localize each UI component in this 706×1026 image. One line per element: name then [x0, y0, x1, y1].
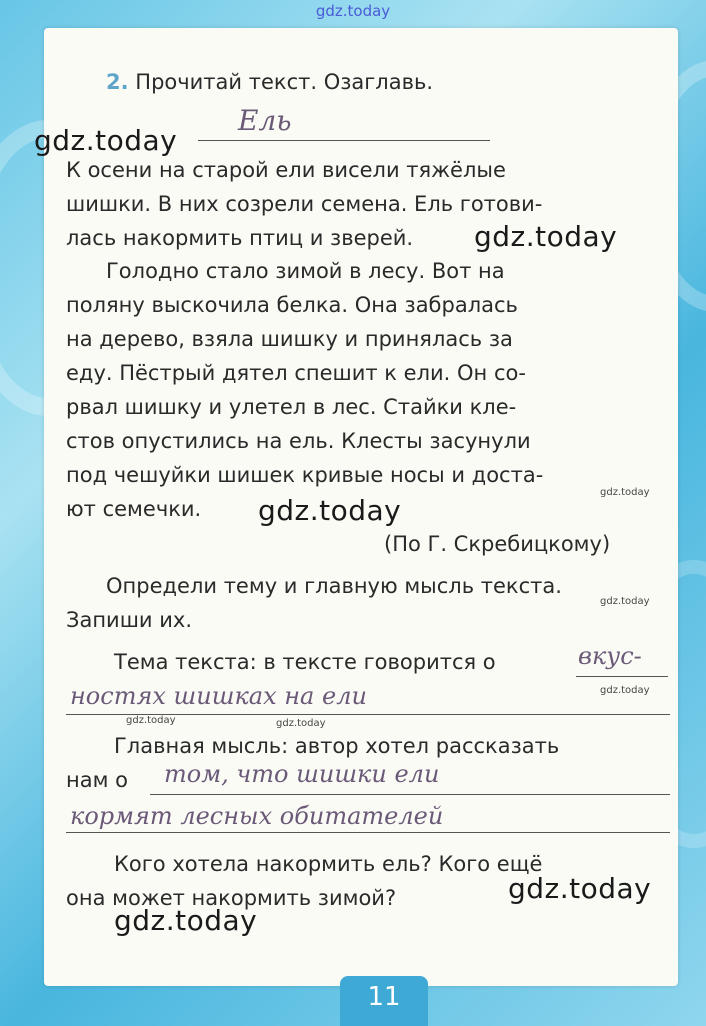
watermark-small: gdz.today: [276, 718, 326, 729]
title-answer: Ель: [238, 104, 292, 137]
watermark-small: gdz.today: [600, 487, 650, 498]
idea-answer: кормят лесных обитателей: [70, 802, 444, 830]
idea-label: Главная мысль: автор хотел рассказать: [114, 734, 560, 758]
watermark-small: gdz.today: [600, 685, 650, 696]
question-1-line: Определи тему и главную мысль текста.: [106, 574, 562, 598]
question-1-line: Запиши их.: [66, 608, 192, 632]
watermark: gdz.today: [258, 494, 402, 527]
theme-label: Тема текста: в тексте говорится о: [114, 650, 496, 674]
watermark-top: gdz.today: [315, 2, 391, 20]
passage-source: (По Г. Скребицкому): [384, 532, 611, 556]
answer-line: [66, 832, 670, 833]
watermark: gdz.today: [508, 872, 652, 905]
passage-line: К осени на старой ели висели тяжёлые: [66, 158, 506, 182]
passage-line: на дерево, взяла шишку и принялась за: [66, 327, 513, 351]
task-instruction: Прочитай текст. Озаглавь.: [135, 70, 434, 94]
idea-answer: том, что шишки ели: [164, 760, 440, 788]
watermark: gdz.today: [114, 904, 258, 937]
answer-line: [576, 676, 668, 677]
passage-line: под чешуйки шишек кривые носы и доста-: [66, 463, 544, 487]
question-2-line: Кого хотела накормить ель? Кого ещё: [114, 852, 543, 876]
idea-label: нам о: [66, 768, 128, 792]
passage-line: поляну выскочила белка. Она забралась: [66, 293, 518, 317]
passage-line: лась накормить птиц и зверей.: [66, 226, 414, 250]
watermark: gdz.today: [34, 124, 178, 157]
theme-answer: ностях шишках на ели: [70, 682, 367, 710]
passage-line: Голодно стало зимой в лесу. Вот на: [106, 259, 505, 283]
passage-line: рвал шишку и улетел в лес. Стайки кле-: [66, 395, 517, 419]
answer-line: [150, 794, 670, 795]
passage-line: ют семечки.: [66, 497, 202, 521]
passage-line: стов опустились на ель. Клесты засунули: [66, 429, 531, 453]
question-2-line: она может накормить зимой?: [66, 886, 397, 910]
passage-line: еду. Пёстрый дятел спешит к ели. Он со-: [66, 361, 526, 385]
task-number: 2.: [106, 70, 129, 94]
theme-answer: вкус-: [578, 642, 642, 670]
task-header: [106, 70, 433, 94]
title-answer-line: [198, 140, 490, 141]
watermark: gdz.today: [474, 220, 618, 253]
watermark-small: gdz.today: [600, 596, 650, 607]
watermark-small: gdz.today: [126, 715, 176, 726]
page-number: 11: [340, 976, 428, 1026]
passage-line: шишки. В них созрели семена. Ель готови-: [66, 192, 543, 216]
